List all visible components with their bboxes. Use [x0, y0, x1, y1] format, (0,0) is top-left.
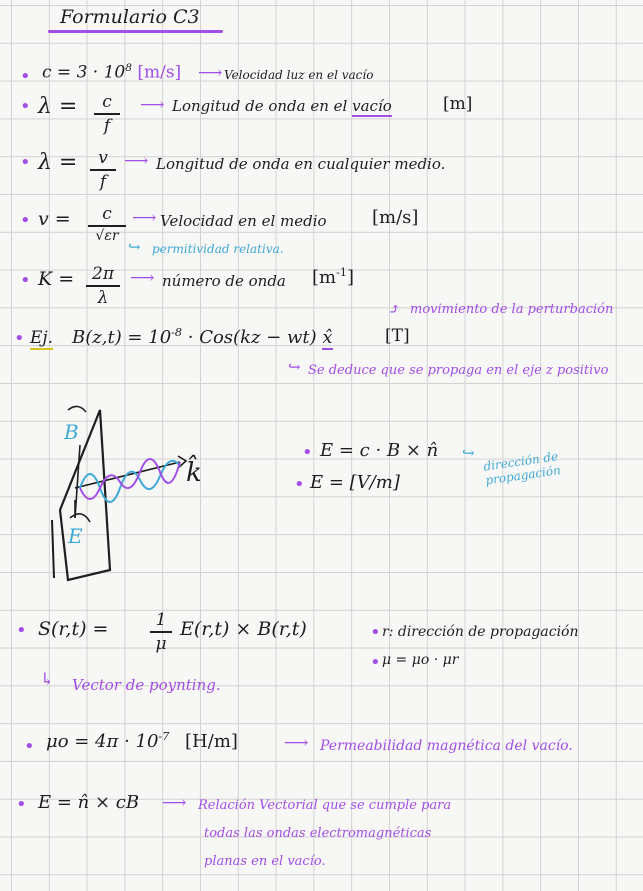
- lambda-fraction: [94, 92, 120, 136]
- velocity-medium-note: Velocidad en el medio: [160, 212, 327, 230]
- velocity-lhs: v =: [38, 208, 71, 230]
- denominator: √εr: [95, 228, 119, 244]
- bullet-4: •: [20, 210, 31, 231]
- bullet-9: •: [16, 620, 27, 641]
- example-label: Ej.: [30, 328, 54, 348]
- exponent: -8: [171, 326, 183, 339]
- mu0-formula: [46, 730, 238, 752]
- arrow: ⟶: [132, 208, 157, 228]
- rotation-arrow-e: [70, 514, 90, 522]
- field-relation-formula: E = c · B × n̂: [320, 440, 439, 461]
- numerator: 2π: [92, 264, 114, 284]
- e-field-unit: E = [V/m]: [310, 472, 400, 493]
- page-title: Formulario C3: [60, 6, 200, 28]
- k-vector-label: k̂: [186, 458, 202, 488]
- speed-of-light-note: Velocidad luz en el vacío: [224, 68, 374, 82]
- poynting-vector-note: Vector de poynting.: [72, 676, 221, 694]
- wavelength-vacuum-note: [172, 97, 392, 115]
- e-field-label: E: [68, 524, 83, 548]
- poynting-lhs: S(r,t) =: [38, 618, 109, 640]
- denominator: f: [103, 116, 111, 136]
- lambda-lhs: λ =: [38, 150, 78, 175]
- title-underline: [48, 30, 223, 33]
- permeability-note: Permeabilidad magnética del vacío.: [320, 738, 573, 754]
- denominator: μ: [155, 634, 167, 654]
- exponent: 8: [125, 62, 132, 74]
- bullet-13: •: [16, 794, 27, 815]
- numerator: v: [98, 148, 108, 168]
- bullet-12: •: [24, 736, 35, 757]
- arrow: ⟶: [140, 95, 165, 115]
- lambda-medium-fraction: [90, 148, 116, 192]
- arrow: ↳: [40, 670, 55, 690]
- b-field-label: B: [64, 420, 79, 444]
- arrow: ↪: [128, 238, 141, 256]
- fraction-bar: [86, 285, 120, 287]
- vector-relation-note-1: Relación Vectorial que se cumple para: [198, 798, 452, 813]
- rotation-arrow: [68, 406, 86, 412]
- numerator: c: [102, 92, 112, 112]
- fraction-bar: [150, 631, 172, 633]
- bullet-7: •: [302, 442, 313, 463]
- denominator: f: [99, 172, 107, 192]
- bullet-1: •: [20, 66, 31, 87]
- wavenumber-lhs: K =: [38, 268, 75, 290]
- poynting-rhs: E(r,t) × B(r,t): [180, 618, 307, 640]
- unit-exponent: -1: [336, 266, 347, 279]
- unit: [m]: [443, 94, 473, 114]
- unit-close: ]: [346, 267, 354, 288]
- speed-of-light-formula: [42, 62, 181, 83]
- unit: [T]: [385, 326, 410, 346]
- mu-definition-note: μ = μo · μr: [382, 652, 459, 668]
- wavenumber-fraction: [86, 264, 120, 308]
- formula-part-b: · Cos(kz − wt): [187, 327, 317, 348]
- propagation-direction-note: dirección de propagación: [482, 449, 562, 488]
- arrow: ⟶: [124, 151, 149, 171]
- arrow: ⟶: [130, 268, 155, 288]
- wavelength-medium-note: Longitud de onda en cualquier medio.: [156, 155, 446, 173]
- arrow: ↪: [462, 444, 475, 462]
- r-definition-note: r: dirección de propagación: [382, 624, 579, 640]
- example-formula: [72, 326, 333, 348]
- bullet-2: •: [20, 96, 31, 117]
- unit: [m/s]: [137, 62, 182, 83]
- lambda-lhs: λ =: [38, 94, 78, 119]
- unit: [m/s]: [372, 207, 419, 228]
- numerator: c: [102, 204, 112, 224]
- formula-text: μo = 4π · 10: [46, 731, 159, 752]
- unit-vector: x̂: [322, 327, 333, 348]
- vector-relation-formula: E = n̂ × cB: [38, 792, 140, 813]
- propagation-deduction-note: Se deduce que se propaga en el eje z positivo: [308, 363, 609, 378]
- fraction-bar: [90, 169, 116, 171]
- denominator: λ: [97, 288, 109, 308]
- arrow: ⤴: [388, 300, 401, 318]
- perturbation-note: movimiento de la perturbación: [410, 302, 614, 317]
- bullet-3: •: [20, 152, 31, 173]
- vector-relation-note-2: todas las ondas electromagnéticas: [204, 826, 432, 841]
- wavenumber-note: número de onda: [162, 272, 286, 290]
- unit: [H/m]: [185, 731, 238, 752]
- note-text: Longitud de onda en el: [172, 97, 348, 115]
- unit-base: [m: [312, 267, 337, 288]
- fraction-bar: [94, 113, 120, 115]
- fraction-bar: [88, 225, 126, 227]
- poynting-fraction: [150, 610, 172, 654]
- vector-relation-note-3: planas en el vacío.: [204, 854, 326, 869]
- plane-edge: [52, 520, 54, 578]
- note-highlight: vacío: [352, 97, 392, 115]
- arrow: ↪: [288, 358, 301, 376]
- formula-text: c = 3 · 10: [42, 62, 126, 83]
- bullet-8: •: [294, 474, 305, 495]
- arrow: ⟶: [284, 733, 309, 753]
- bullet-11: •: [370, 652, 381, 673]
- bullet-6: •: [14, 328, 25, 349]
- exponent: -7: [158, 730, 170, 743]
- bullet-5: •: [20, 270, 31, 291]
- arrow: ⟶: [198, 63, 223, 83]
- velocity-fraction: [88, 204, 126, 244]
- arrow: ⟶: [162, 793, 187, 813]
- relative-permittivity-note: permitividad relativa.: [152, 242, 284, 256]
- bullet-10: •: [370, 622, 381, 643]
- unit: [312, 266, 354, 288]
- numerator: 1: [155, 610, 167, 630]
- formula-part-a: B(z,t) = 10: [72, 327, 172, 348]
